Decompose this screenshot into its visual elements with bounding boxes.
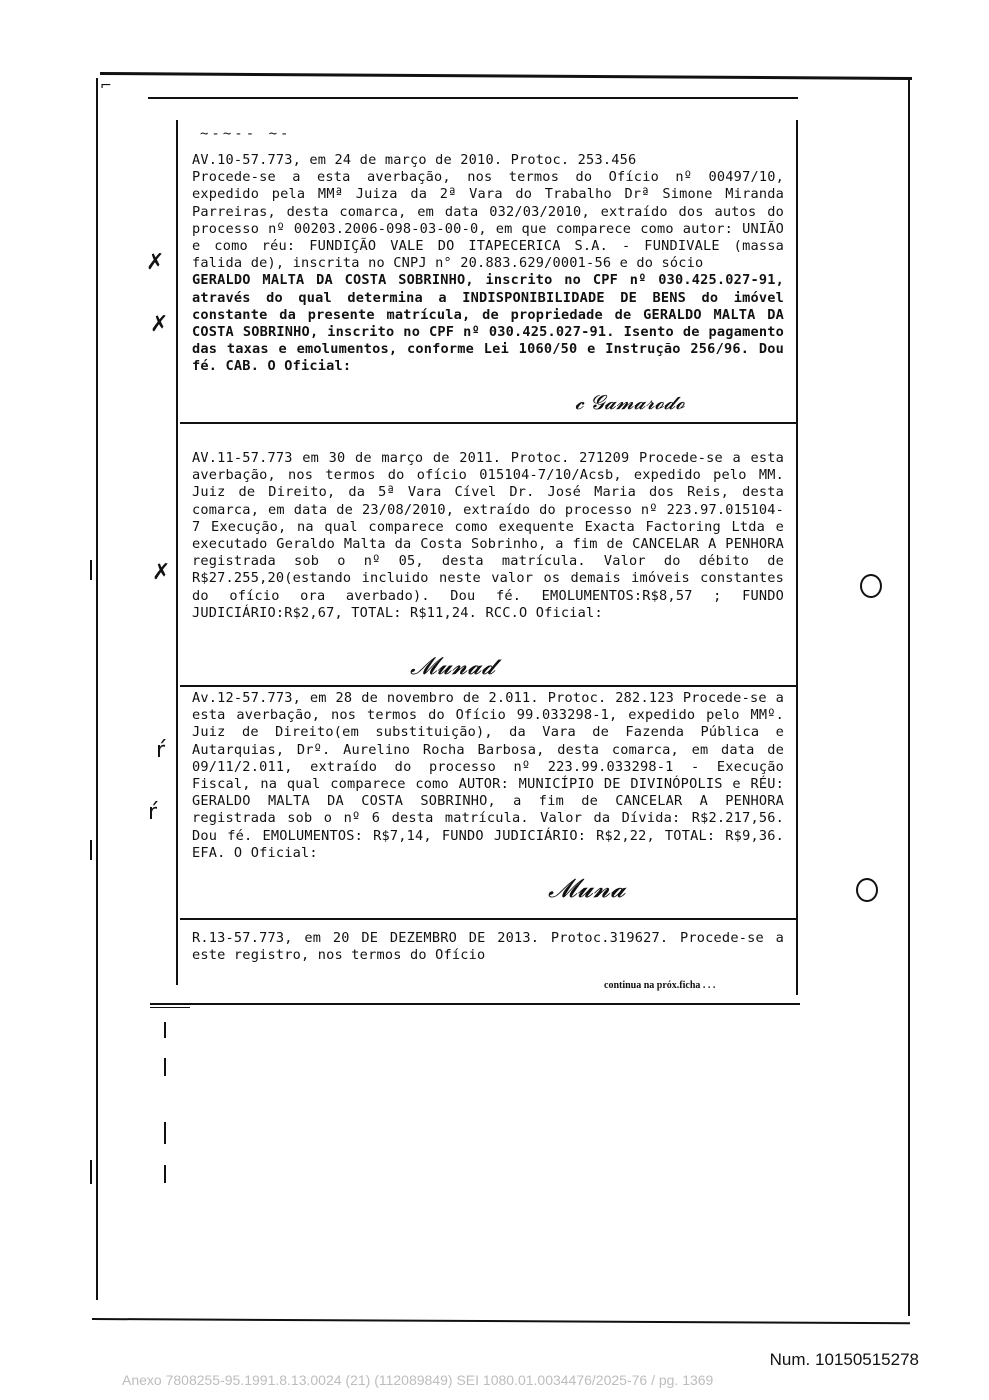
entry-r13 — [192, 930, 784, 964]
entry-r13-text: R.13-57.773, em 20 DE DEZEMBRO DE 2013. Protoc.319627. Procede-se a este registro, nos termos do Ofício — [192, 930, 784, 964]
margin-dash — [164, 1165, 166, 1183]
sheet-border-top — [100, 72, 912, 80]
footer-annotation: Anexo 7808255-95.1991.8.13.0024 (21) (112089849) SEI 1080.01.0034476/2025-76 / pg. 1369 — [122, 1372, 714, 1388]
margin-check-mark: ŕ — [148, 800, 158, 825]
margin-check-mark: ŕ — [156, 738, 166, 763]
entry-av10 — [192, 152, 784, 376]
margin-circle — [860, 574, 882, 598]
margin-circle — [856, 878, 878, 902]
entry-av11-text: AV.11-57.773 em 30 de março de 2011. Protoc. 271209 Procede-se a esta averbação, nos termos do ofício 015104-7/10/Acsb, expedido pelo MM. Juiz de Direito, da 5ª Vara Cível Dr. José Maria dos Reis, desta comarca, em data de 23/08/2010, extraído do processo nº 223.97.015104-7 Execução, na qual comparece como exequente Exacta Factoring Ltda e executado Geraldo Malta da Costa Sobrinho, a fim de CANCELAR A PENHORA registrada sob o nº 05, desta matrícula. Valor do débito de R$27.255,20(estando incluido neste valor os demais imóveis constantes do ofício ora averbado). Dou fé. EMOLUMENTOS:R$8,57 ; FUNDO JUDICIÁRIO:R$2,67, TOTAL: R$11,24. RCC.O Oficial: — [192, 450, 784, 621]
margin-check-mark: ✗ — [152, 560, 171, 585]
entry-av11 — [192, 450, 784, 622]
margin-check-mark: ✗ — [146, 250, 165, 275]
card-border-right — [796, 120, 798, 995]
margin-dash — [90, 560, 92, 580]
margin-dash — [164, 1058, 166, 1076]
card-border-bottom-tick — [150, 1007, 190, 1008]
entry-av10-body-struck: Procede-se a esta averbação, nos termos do Ofício nº 00497/10, expedido pela MMª Juiza da 2ª Vara do Trabalho Drª Simone Miranda Parreiras, desta comarca, em data 032/03/2010, extraído dos autos do processo nº 00203.2006-098-03-00-0, em que comparece como autor: UNIÃO e como réu: FUNDIÇÃO VALE DO ITAPECERICA S.A. - FUNDIVALE (massa falida de), inscrita no CNPJ n° 20.883.629/0001-56 e do sócio — [192, 169, 784, 272]
margin-dash — [164, 1022, 166, 1038]
pen-scribble: ~-~-- ~- — [200, 126, 292, 142]
entry-av10-body: GERALDO MALTA DA COSTA SOBRINHO, inscrito no CPF nº 030.425.027-91, através do qual determina a INDISPONIBILIDADE DE BENS do imóvel constante da presente matrícula, de propriedade de GERALDO MALTA DA COSTA SOBRINHO, inscrito no CPF nº 030.425.027-91. Isento de pagamento das taxas e emolumentos, conforme Lei 1060/50 e Instrução 256/96. Dou fé. CAB. O Oficial: — [192, 272, 784, 375]
entry-av12 — [192, 690, 784, 862]
continuation-note: continua na próx.ficha . . . — [604, 980, 716, 991]
entry-separator — [180, 685, 798, 687]
card-border-bottom — [150, 1003, 800, 1005]
entry-separator — [180, 918, 798, 920]
corner-mark: ⌐ — [100, 78, 112, 94]
entry-av12-text: Av.12-57.773, em 28 de novembro de 2.011. Protoc. 282.123 Procede-se a esta averbação, nos termos do Ofício 99.033298-1, expedido pelo MMº. Juiz de Direito(em substituição), da Vara de Fazenda Pública e Autarquias, Drº. Aurelino Rocha Barbosa, desta comarca, em data de 09/11/2.011, extraído do processo nº 223.99.033298-1 - Execução Fiscal, na qual comparece como AUTOR: MUNICÍPIO DE DIVINÓPOLIS e RÉU: GERALDO MALTA DA COSTA SOBRINHO, a fim de CANCELAR A PENHORA registrada sob o nº 6 desta matrícula. Valor da Dívida: R$2.217,56. Dou fé. EMOLUMENTOS: R$7,14, FUNDO JUDICIÁRIO: R$2,22, TOTAL: R$9,36. EFA. O Oficial: — [192, 690, 784, 861]
margin-check-mark: ✗ — [150, 312, 169, 337]
entry-separator — [180, 422, 798, 424]
signature: 𝓜𝓾𝓷𝓪 — [548, 874, 626, 904]
page-number: Num. 10150515278 — [769, 1350, 919, 1369]
card-border-left — [176, 120, 178, 985]
entry-av10-header: AV.10-57.773, em 24 de março de 2010. Protoc. 253.456 — [192, 152, 637, 168]
card-border-top — [148, 97, 798, 99]
margin-dash — [164, 1122, 166, 1144]
sheet-border-bottom — [92, 1318, 910, 1324]
margin-dash — [90, 840, 92, 860]
sheet-border-right — [908, 80, 910, 1316]
margin-dash — [90, 1160, 92, 1184]
sheet-border-left — [96, 78, 98, 1300]
signature: 𝓜𝓾𝓷𝓪𝓭 — [410, 652, 496, 680]
signature: 𝓬 𝓖𝓪𝓶𝓪𝓻𝓸𝓭𝓸 — [575, 390, 685, 414]
